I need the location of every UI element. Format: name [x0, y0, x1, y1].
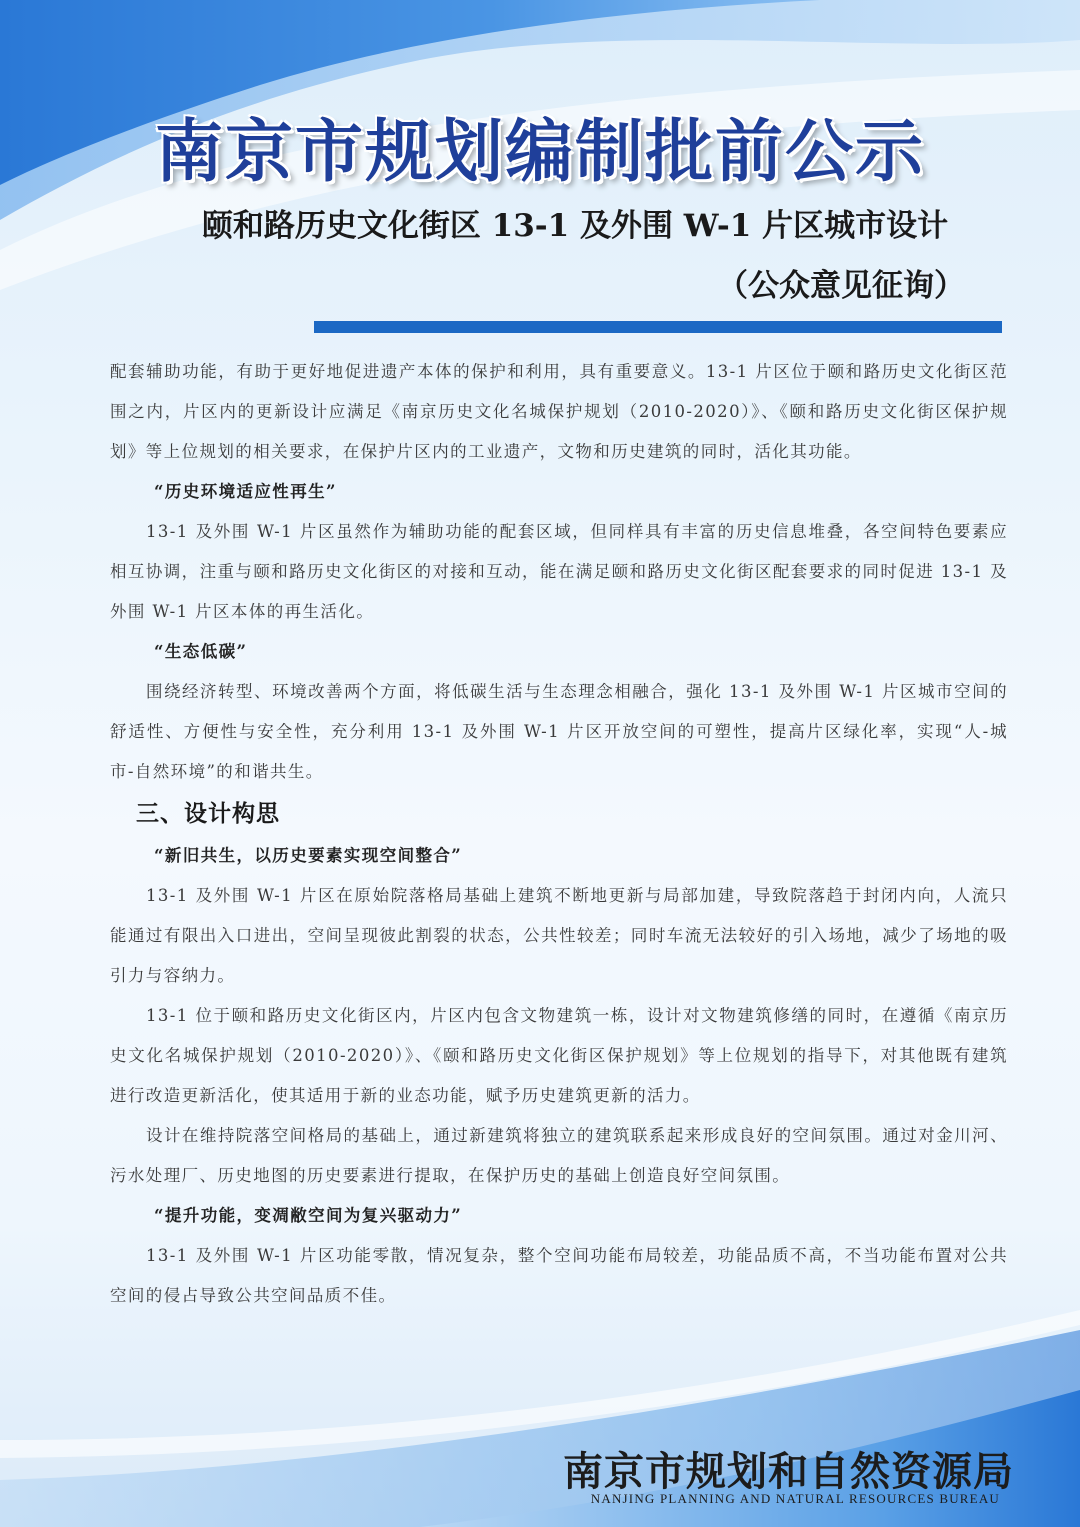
- subtitle-note: （公众意见征询）: [717, 268, 965, 304]
- document-body: [110, 352, 1008, 1316]
- paragraph: 13-1 及外围 W-1 片区在原始院落格局基础上建筑不断地更新与局部加建，导致院落趋于封闭内向，人流只能通过有限出入口进出，空间呈现彼此割裂的状态，公共性较差；同时车流无法较好的引入场地，减少了场地的吸引力与容纳力。: [110, 886, 1008, 985]
- page-title: 南京市规划编制批前公示: [154, 113, 925, 192]
- subheading-quote: “历史环境适应性再生”: [154, 482, 337, 501]
- paragraph: 13-1 位于颐和路历史文化街区内，片区内包含文物建筑一栋，设计对文物建筑修缮的同时，在遵循《南京历史文化名城保护规划（2010-2020）》、《颐和路历史文化街区保护规划》等上位规划的指导下，对其他既有建筑进行改造更新活化，使其适用于新的业态功能，赋予历史建筑更新的活力。: [110, 1006, 1008, 1105]
- subheading-quote: “新旧共生，以历史要素实现空间整合”: [154, 846, 463, 865]
- accent-divider: [314, 321, 1002, 333]
- paragraph: 13-1 及外围 W-1 片区虽然作为辅助功能的配套区域，但同样具有丰富的历史信息堆叠，各空间特色要素应相互协调，注重与颐和路历史文化街区的对接和互动，能在满足颐和路历史文化街区配套要求的同时促进 13-1 及外围 W-1 片区本体的再生活化。: [110, 522, 1008, 621]
- subheading-quote: “生态低碳”: [154, 642, 248, 661]
- org-name: 南京市规划和自然资源局: [563, 1448, 1014, 1495]
- paragraph: 围绕经济转型、环境改善两个方面，将低碳生活与生态理念相融合，强化 13-1 及外围 W-1 片区城市空间的舒适性、方便性与安全性，充分利用 13-1 及外围 W-1 片区开放空间的可塑性，提高片区绿化率，实现“人-城市-自然环境”的和谐共生。: [110, 682, 1008, 781]
- paragraph: 配套辅助功能，有助于更好地促进遗产本体的保护和利用，具有重要意义。13-1 片区位于颐和路历史文化街区范围之内，片区内的更新设计应满足《南京历史文化名城保护规划（2010-2020）》、《颐和路历史文化街区保护规划》等上位规划的相关要求，在保护片区内的工业遗产，文物和历史建筑的同时，活化其功能。: [110, 362, 1008, 461]
- paragraph: 13-1 及外围 W-1 片区功能零散，情况复杂，整个空间功能布局较差，功能品质不高，不当功能布置对公共空间的侵占导致公共空间品质不佳。: [110, 1246, 1008, 1305]
- subheading-quote: “提升功能，变凋敝空间为复兴驱动力”: [154, 1206, 463, 1225]
- section-heading: 三、设计构思: [136, 801, 280, 827]
- project-subtitle: 颐和路历史文化街区 13-1 及外围 W-1 片区城市设计: [201, 208, 949, 244]
- paragraph: 设计在维持院落空间格局的基础上，通过新建筑将独立的建筑联系起来形成良好的空间氛围。通过对金川河、污水处理厂、历史地图的历史要素进行提取，在保护历史的基础上创造良好空间氛围。: [110, 1126, 1008, 1185]
- org-name-english: NANJING PLANNING AND NATURAL RESOURCES BUREAU: [590, 1491, 1000, 1506]
